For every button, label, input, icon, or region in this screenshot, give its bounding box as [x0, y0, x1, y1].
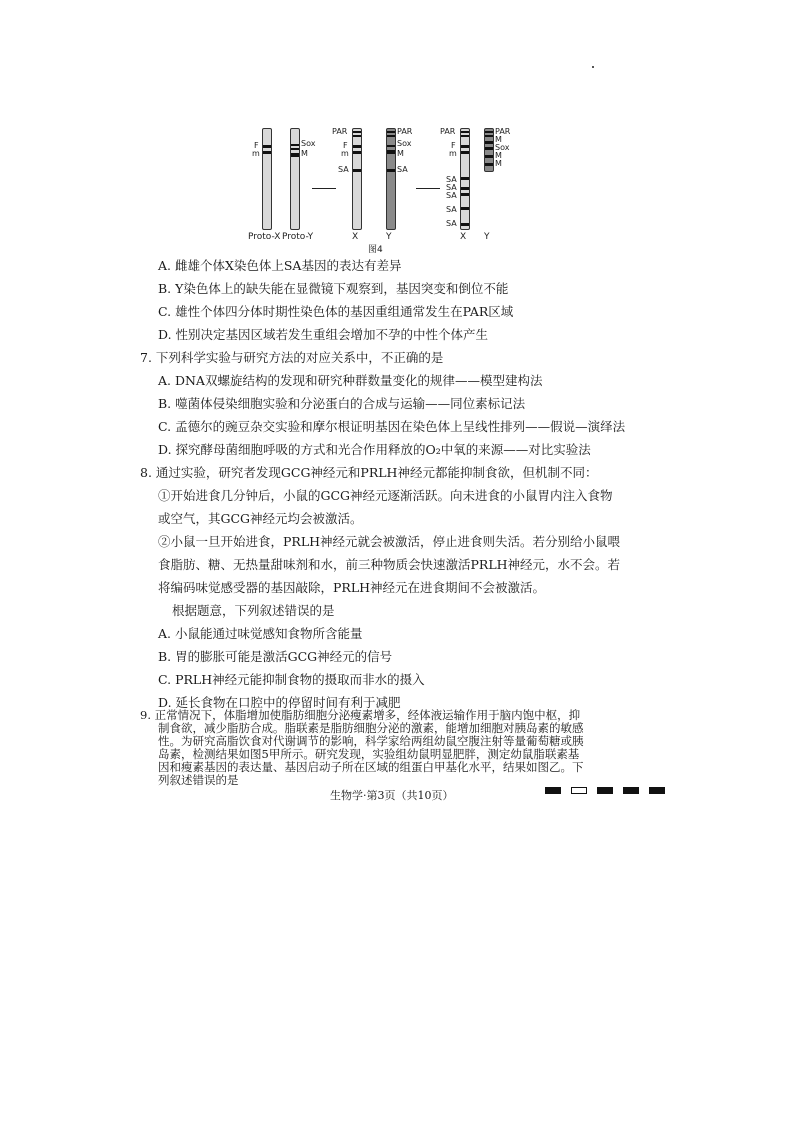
q7-option-c: C. 孟德尔的豌豆杂交实验和摩尔根证明基因在染色体上呈线性排列——假说—演绎法	[158, 419, 626, 434]
marker-label: M	[495, 159, 502, 168]
marker-label: M	[301, 149, 308, 158]
page-footer: 生物学·第3页（共10页）	[330, 789, 454, 802]
q6-option-c: C. 雄性个体四分体时期性染色体的基因重组通常发生在PAR区域	[158, 304, 514, 319]
q9-stem: 9. 正常情况下，体脂增加使脂肪细胞分泌瘦素增多，经体液运输作用于脑内饱中枢，抑	[140, 708, 581, 722]
q8-text-line: ①开始进食几分钟后，小鼠的GCG神经元逐渐活跃。向未进食的小鼠胃内注入食物	[158, 488, 613, 503]
marker-label: PAR	[332, 127, 348, 136]
footer-block	[597, 787, 613, 794]
marker-label: SA	[446, 191, 457, 200]
q8-option-d: D. 延长食物在口腔中的停留时间有利于减肥	[158, 695, 401, 710]
q8-option-b: B. 胃的膨胀可能是激活GCG神经元的信号	[158, 649, 393, 664]
q8-prompt: 根据题意，下列叙述错误的是	[172, 603, 335, 618]
marker-label: Sox	[495, 143, 510, 152]
footer-marks	[545, 787, 665, 794]
q6-option-a: A. 雌雄个体X染色体上SA基因的表达有差异	[158, 258, 402, 273]
q6-option-d: D. 性别决定基因区域若发生重组会增加不孕的中性个体产生	[158, 327, 489, 342]
q7-option-a: A. DNA双螺旋结构的发现和研究种群数量变化的规律——模型建构法	[158, 373, 543, 388]
label-proto-y: Proto-Y	[282, 232, 314, 242]
label-stage3-x: X	[460, 232, 467, 242]
marker-label: m	[449, 149, 457, 158]
marker-label: F	[451, 141, 456, 150]
q6-option-b: B. Y染色体上的缺失能在显微镜下观察到，基因突变和倒位不能	[158, 281, 509, 296]
marker-label: m	[341, 149, 349, 158]
label-stage3-y: Y	[484, 232, 490, 242]
chromosome-stage2-y	[386, 128, 396, 230]
marker-label: SA	[446, 205, 457, 214]
q7-option-b: B. 噬菌体侵染细胞实验和分泌蛋白的合成与运输——同位素标记法	[158, 396, 526, 411]
q9-text-line: 岛素，检测结果如图5甲所示。研究发现，实验组幼鼠明显肥胖，测定幼鼠脂联素基	[158, 747, 580, 761]
marker-label: SA	[446, 183, 457, 192]
q9-text-line: 性。为研究高脂饮食对代谢调节的影响，科学家给两组幼鼠空腹注射等量葡萄糖或胰	[158, 734, 584, 748]
chromosome-proto-y	[290, 128, 300, 230]
q7-option-d: D. 探究酵母菌细胞呼吸的方式和光合作用释放的O₂中氧的来源——对比实验法	[158, 442, 591, 457]
q8-option-c: C. PRLH神经元能抑制食物的摄取而非水的摄入	[158, 672, 425, 687]
label-stage2-y: Y	[386, 232, 392, 242]
label-proto-x: Proto-X	[248, 232, 281, 242]
marker-label: PAR	[440, 127, 456, 136]
arrow-line	[312, 188, 336, 189]
q8-option-a: A. 小鼠能通过味觉感知食物所含能量	[158, 626, 363, 641]
speck	[592, 66, 594, 68]
q8-text-line: ②小鼠一旦开始进食，PRLH神经元就会被激活，停止进食则失活。若分别给小鼠喂	[158, 534, 621, 549]
q8-stem: 8. 通过实验，研究者发现GCG神经元和PRLH神经元都能抑制食欲，但机制不同：	[140, 465, 598, 480]
marker-label: SA	[397, 165, 408, 174]
label-stage2-x: X	[352, 232, 359, 242]
q9-text-line: 因和瘦素基因的表达量、基因启动子所在区域的组蛋白甲基化水平，结果如图乙。下	[158, 760, 584, 774]
chromosome-stage2-x	[352, 128, 362, 230]
marker-label: SA	[338, 165, 349, 174]
q9-text-line: 制食欲，减少脂肪合成。脂联素是脂肪细胞分泌的激素，能增加细胞对胰岛素的敏感	[158, 721, 584, 735]
chromosome-proto-x	[262, 128, 272, 230]
marker-label: M	[495, 151, 502, 160]
marker-label: M	[397, 149, 404, 158]
arrow-line	[416, 188, 440, 189]
marker-label: Sox	[397, 139, 412, 148]
footer-block	[623, 787, 639, 794]
footer-block-hollow	[571, 787, 587, 794]
chromosome-stage3-x	[460, 128, 470, 230]
marker-label: PAR	[397, 127, 413, 136]
marker-label: F	[343, 141, 348, 150]
footer-block	[545, 787, 561, 794]
q8-text-line: 将编码味觉感受器的基因敲除，PRLH神经元在进食期间不会被激活。	[158, 580, 546, 595]
footer-block	[649, 787, 665, 794]
marker-label: PAR	[495, 127, 511, 136]
q9-text-line: 列叙述错误的是	[158, 773, 239, 787]
q8-text-line: 食脂肪、糖、无热量甜味剂和水，前三种物质会快速激活PRLH神经元，水不会。若	[158, 557, 621, 572]
figure-caption: 图4	[368, 245, 383, 255]
marker-label: M	[495, 135, 502, 144]
q7-stem: 7. 下列科学实验与研究方法的对应关系中，不正确的是	[140, 350, 444, 365]
marker-label: SA	[446, 175, 457, 184]
marker-label: F	[254, 141, 259, 150]
chromosome-stage3-y	[484, 128, 494, 172]
marker-label: Sox	[301, 139, 316, 148]
marker-label: SA	[446, 219, 457, 228]
q8-text-line: 或空气，其GCG神经元均会被激活。	[158, 511, 363, 526]
marker-label: m	[252, 149, 260, 158]
figure-4-chromosome-diagram	[240, 118, 540, 258]
